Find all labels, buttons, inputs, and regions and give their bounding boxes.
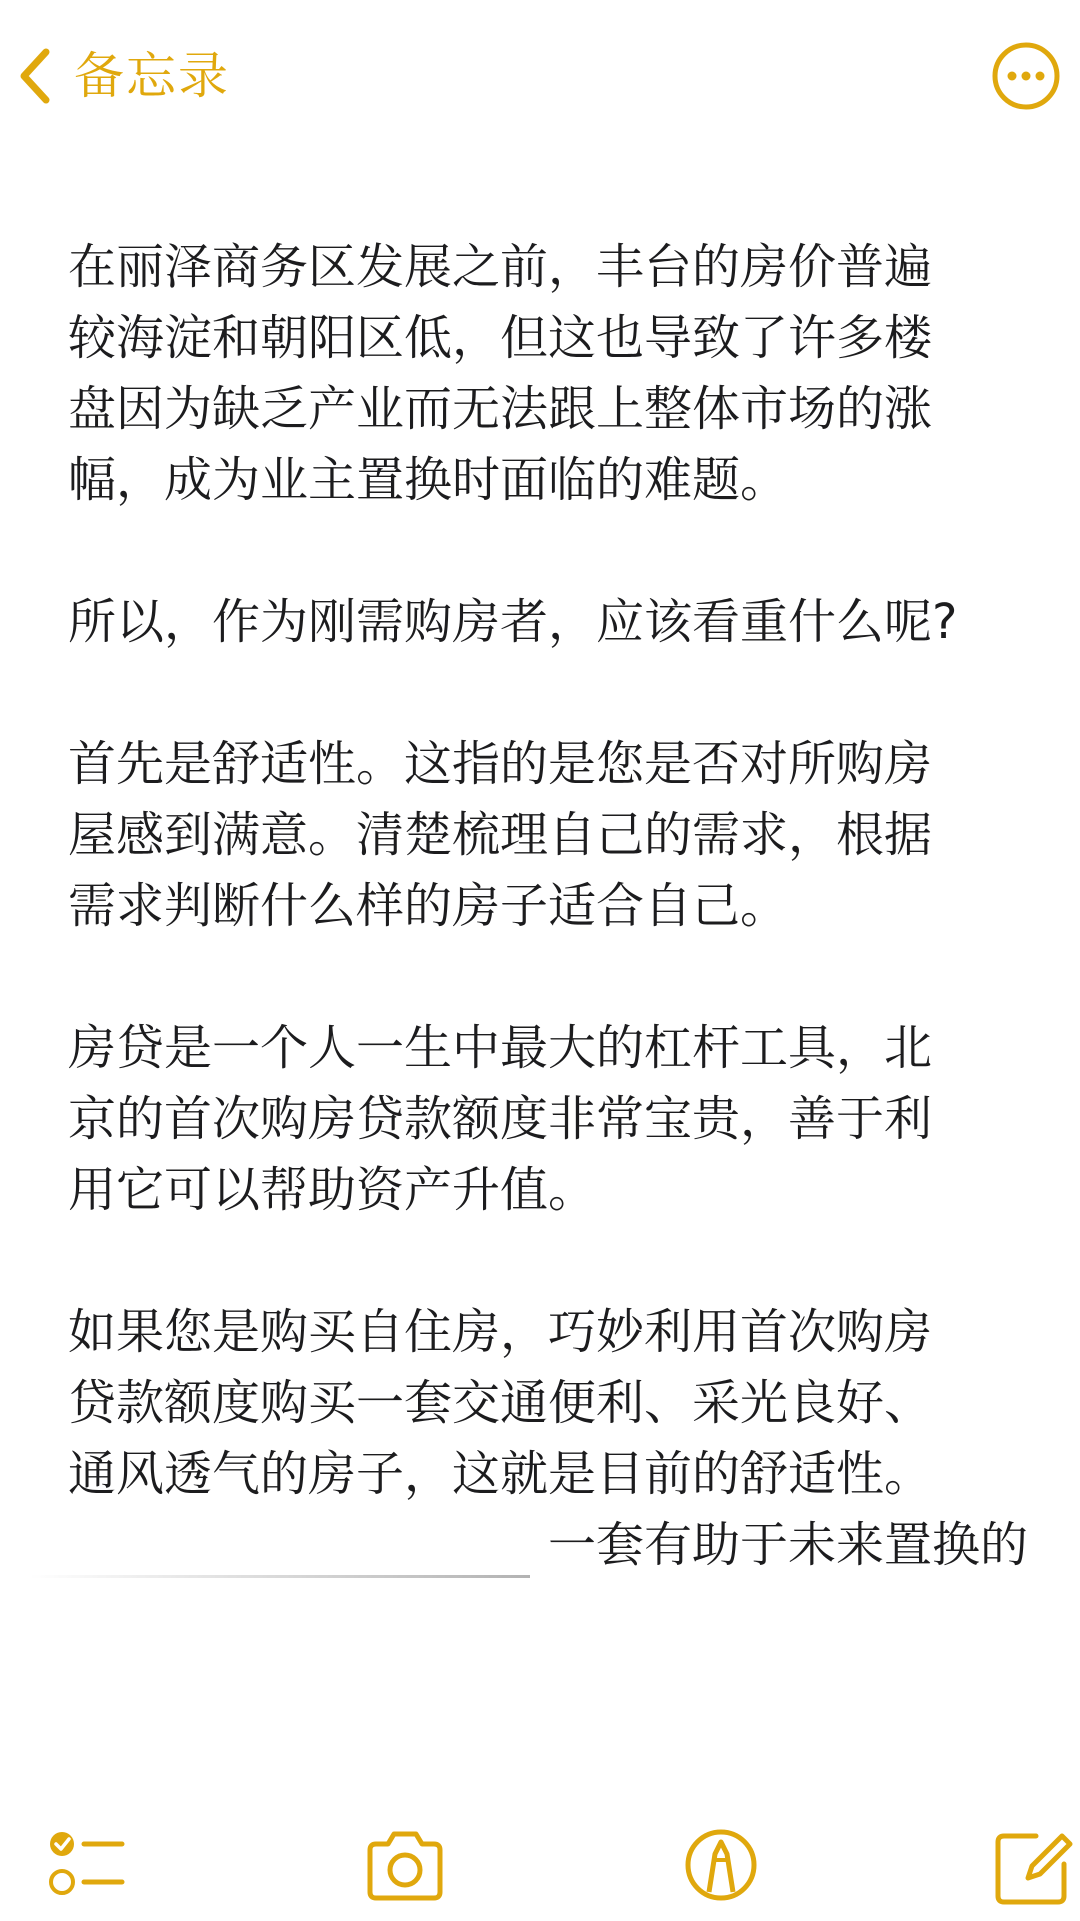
note-paragraph [68, 232, 1028, 516]
note-paragraph [68, 1297, 1028, 1581]
camera-button[interactable] [360, 1820, 450, 1910]
note-line: 所以，作为刚需购房者，应该看重什么呢? [68, 594, 958, 650]
checklist-icon [42, 1820, 132, 1910]
note-line: 房贷是一个人一生中最大的杠杆工具，北 [68, 1020, 933, 1076]
back-label: 备忘录 [74, 47, 230, 105]
compose-icon [990, 1820, 1080, 1910]
note-line: 用它可以帮助资产升值。 [68, 1162, 597, 1218]
note-paragraph [68, 1013, 1028, 1226]
note-line: 通风透气的房子，这就是目前的舒适性。 [68, 1446, 933, 1502]
note-line: 幅，成为业主置换时面临的难题。 [68, 452, 789, 508]
note-line: 贷款额度购买一套交通便利、采光良好、 [68, 1375, 933, 1431]
note-paragraph [68, 587, 1028, 658]
bottom-toolbar [0, 1820, 1080, 1921]
more-button[interactable] [990, 40, 1062, 112]
note-line: 需求判断什么样的房子适合自己。 [68, 878, 789, 934]
checklist-button[interactable] [42, 1820, 132, 1910]
divider-line [30, 1575, 530, 1578]
note-body[interactable] [68, 232, 1028, 1652]
note-line: 如果您是购买自住房，巧妙利用首次购房 [68, 1304, 933, 1360]
camera-icon [360, 1820, 450, 1910]
note-line: 京的首次购房贷款额度非常宝贵，善于利 [68, 1091, 933, 1147]
chevron-left-icon [14, 46, 54, 106]
markup-button[interactable] [676, 1820, 766, 1910]
back-button[interactable] [14, 36, 230, 116]
more-icon [990, 40, 1062, 112]
note-line: 盘因为缺乏产业而无法跟上整体市场的涨 [68, 381, 933, 437]
note-line: 一套有助于未来置换的 [547, 1517, 1028, 1573]
markup-pen-icon [676, 1820, 766, 1910]
note-line: 首先是舒适性。这指的是您是否对所购房 [68, 736, 933, 792]
note-line: 在丽泽商务区发展之前，丰台的房价普遍 [68, 239, 933, 295]
note-line: 屋感到满意。清楚梳理自己的需求，根据 [68, 807, 933, 863]
compose-button[interactable] [990, 1820, 1080, 1910]
nav-bar [0, 0, 1080, 150]
note-paragraph [68, 729, 1028, 942]
note-line: 较海淀和朝阳区低，但这也导致了许多楼 [68, 310, 933, 366]
